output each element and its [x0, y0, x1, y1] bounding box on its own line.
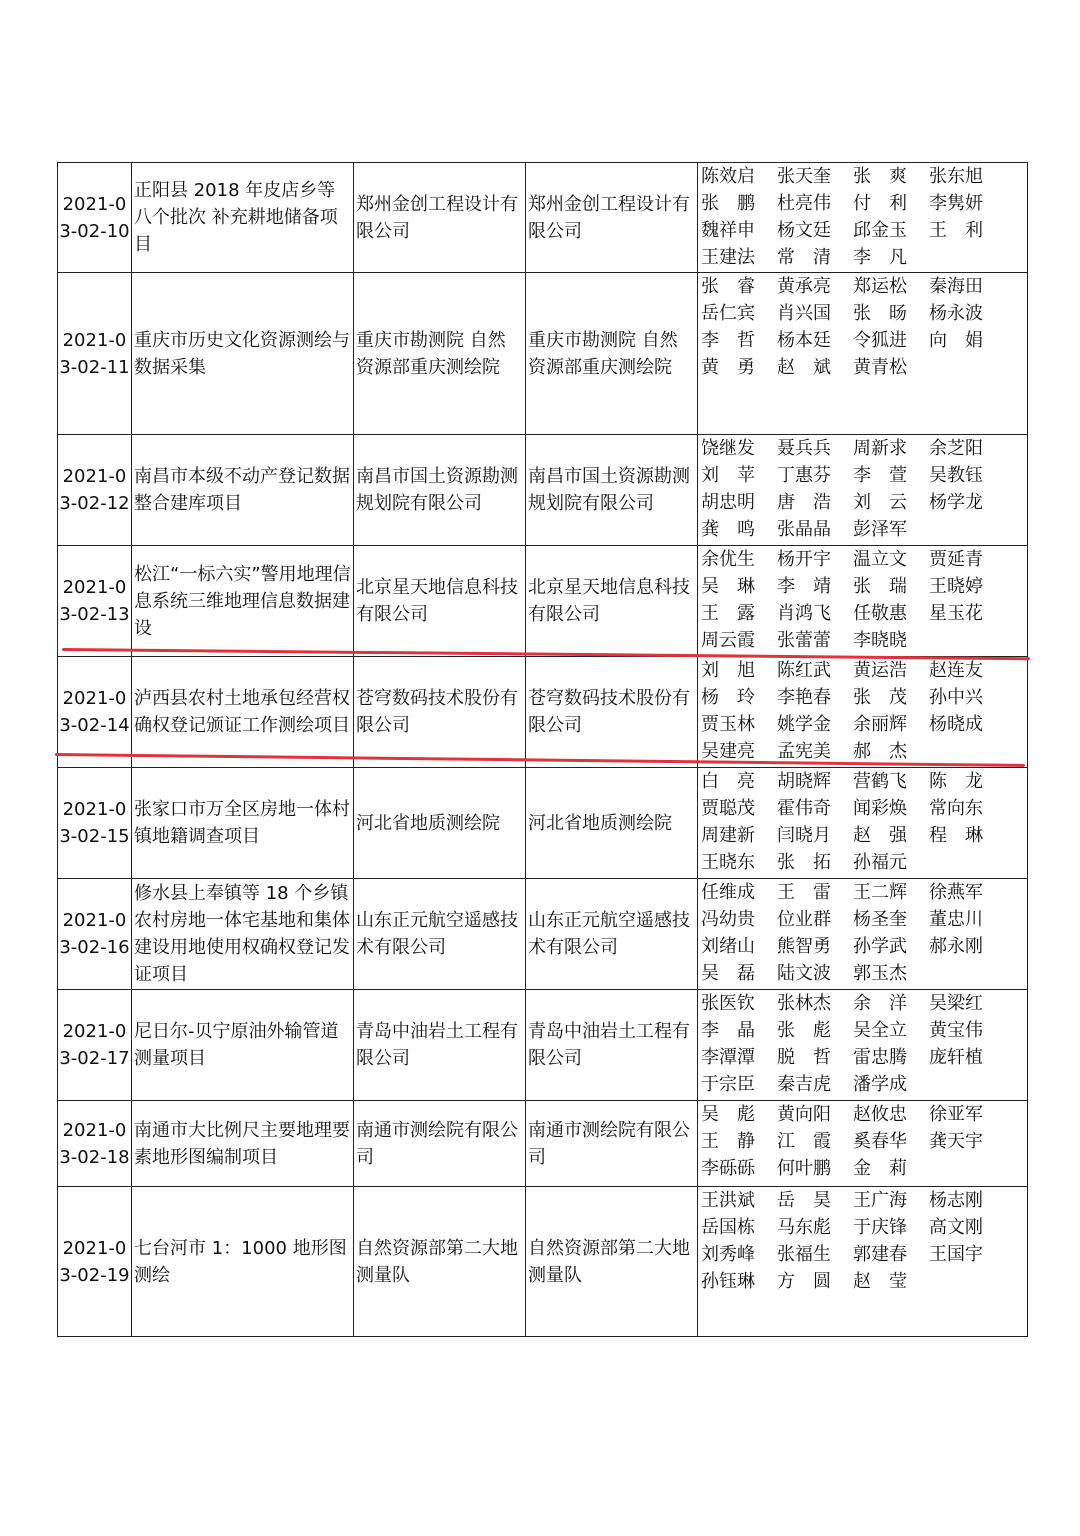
member-name: 肖兴国 [777, 303, 831, 324]
table-row [58, 435, 1028, 546]
member-name: 杨开宇 [777, 549, 831, 570]
member-name: 张 茂 [853, 687, 907, 708]
member-name: 陈效启 [701, 166, 755, 187]
members-grid [701, 1187, 1027, 1295]
code-cell: 2021-03-02-16 [58, 879, 132, 990]
members-cell [698, 273, 1028, 435]
member-name: 饶继发 [701, 438, 755, 459]
member-name: 丁惠芬 [777, 465, 831, 486]
member-name: 吴 彪 [701, 1104, 755, 1125]
member-name: 杨文廷 [777, 220, 831, 241]
undertaking-unit-cell: 北京星天地信息科技有限公司 [354, 546, 526, 657]
table-row [58, 163, 1028, 273]
members-cell [698, 657, 1028, 768]
member-name: 杜亮伟 [777, 193, 831, 214]
member-name: 杨晓成 [929, 714, 983, 735]
member-name: 刘 苹 [701, 465, 755, 486]
member-name: 令狐进 [853, 330, 907, 351]
member-name: 余芝阳 [929, 438, 983, 459]
member-name: 黄向阳 [777, 1104, 831, 1125]
undertaking-unit-cell: 自然资源部第二大地测量队 [354, 1187, 526, 1337]
member-name: 李 靖 [777, 576, 831, 597]
members-cell [698, 1187, 1028, 1337]
member-name: 张 睿 [701, 276, 755, 297]
member-name: 董忠川 [929, 909, 983, 930]
member-name: 王晓婷 [929, 576, 983, 597]
member-name: 星玉花 [929, 603, 983, 624]
member-name: 江 霞 [777, 1131, 831, 1152]
member-name: 黄青松 [853, 357, 907, 378]
member-name: 张蕾蕾 [777, 630, 831, 651]
member-name: 李 哲 [701, 330, 755, 351]
member-name: 李 凡 [853, 247, 907, 268]
member-name: 徐燕军 [929, 882, 983, 903]
code-cell: 2021-03-02-14 [58, 657, 132, 768]
member-name: 彭泽军 [853, 519, 907, 540]
member-name: 徐亚军 [929, 1104, 983, 1125]
member-name: 聂兵兵 [777, 438, 831, 459]
member-name: 秦海田 [929, 276, 983, 297]
code-cell: 2021-03-02-18 [58, 1101, 132, 1187]
member-name: 龚 鸣 [701, 519, 755, 540]
member-name: 张福生 [777, 1244, 831, 1265]
member-name: 郝永刚 [929, 936, 983, 957]
member-name: 向 娟 [929, 330, 983, 351]
project-name-cell: 张家口市万全区房地一体村镇地籍调查项目 [132, 768, 354, 879]
member-name: 杨圣奎 [853, 909, 907, 930]
member-name: 余丽辉 [853, 714, 907, 735]
member-name: 张 爽 [853, 166, 907, 187]
member-name: 王广海 [853, 1190, 907, 1211]
member-name: 杨永波 [929, 303, 983, 324]
member-name: 杨本廷 [777, 330, 831, 351]
member-name: 王洪斌 [701, 1190, 755, 1211]
member-name: 张 鹏 [701, 193, 755, 214]
member-name: 贾延青 [929, 549, 983, 570]
member-name: 吴教钰 [929, 465, 983, 486]
applicant-unit-cell: 河北省地质测绘院 [526, 768, 698, 879]
member-name: 任敬惠 [853, 603, 907, 624]
member-name: 岳仁宾 [701, 303, 755, 324]
applicant-unit-cell: 自然资源部第二大地测量队 [526, 1187, 698, 1337]
member-name: 于庆锋 [853, 1217, 907, 1238]
code-cell: 2021-03-02-17 [58, 990, 132, 1101]
member-name: 刘秀峰 [701, 1244, 755, 1265]
member-name: 吴全立 [853, 1020, 907, 1041]
member-name: 位业群 [777, 909, 831, 930]
member-name: 闫晓月 [777, 825, 831, 846]
members-grid [701, 1101, 1027, 1182]
applicant-unit-cell: 南昌市国土资源勘测规划院有限公司 [526, 435, 698, 546]
table-row [58, 546, 1028, 657]
code-cell: 2021-03-02-11 [58, 273, 132, 435]
member-name: 冯幼贵 [701, 909, 755, 930]
member-name: 杨 玲 [701, 687, 755, 708]
code-cell: 2021-03-02-19 [58, 1187, 132, 1337]
member-name: 常向东 [929, 798, 983, 819]
undertaking-unit-cell: 南昌市国土资源勘测规划院有限公司 [354, 435, 526, 546]
applicant-unit-cell: 北京星天地信息科技有限公司 [526, 546, 698, 657]
table-row [58, 879, 1028, 990]
member-name: 营鹤飞 [853, 771, 907, 792]
member-name: 孙学武 [853, 936, 907, 957]
member-name: 高文刚 [929, 1217, 983, 1238]
member-name: 李潭潭 [701, 1047, 755, 1068]
member-name: 王建法 [701, 247, 755, 268]
member-name: 付 利 [853, 193, 907, 214]
project-name-cell: 重庆市历史文化资源测绘与数据采集 [132, 273, 354, 435]
member-name: 黄宝伟 [929, 1020, 983, 1041]
members-cell [698, 435, 1028, 546]
member-name: 奚春华 [853, 1131, 907, 1152]
members-grid [701, 768, 1027, 876]
member-name: 胡晓辉 [777, 771, 831, 792]
table-row [58, 1187, 1028, 1337]
member-name: 邱金玉 [853, 220, 907, 241]
member-name: 王国宇 [929, 1244, 983, 1265]
member-name: 熊智勇 [777, 936, 831, 957]
member-name: 唐 浩 [777, 492, 831, 513]
member-name: 王 雷 [777, 882, 831, 903]
member-name: 张东旭 [929, 166, 983, 187]
member-name: 李晓晓 [853, 630, 907, 651]
member-name: 吴建亮 [701, 741, 755, 762]
member-name: 孙福元 [853, 852, 907, 873]
member-name: 张晶晶 [777, 519, 831, 540]
project-name-cell: 七台河市 1：1000 地形图测绘 [132, 1187, 354, 1337]
member-name: 于宗臣 [701, 1074, 755, 1095]
member-name: 常 清 [777, 247, 831, 268]
table-row [58, 657, 1028, 768]
member-name: 胡忠明 [701, 492, 755, 513]
member-name: 余优生 [701, 549, 755, 570]
member-name: 张天奎 [777, 166, 831, 187]
member-name: 李 萱 [853, 465, 907, 486]
member-name: 肖鸿飞 [777, 603, 831, 624]
member-name: 杨志刚 [929, 1190, 983, 1211]
table-row [58, 768, 1028, 879]
members-grid [701, 546, 1027, 654]
member-name: 赵 莹 [853, 1271, 907, 1292]
member-name: 李艳春 [777, 687, 831, 708]
member-name: 何叶鹏 [777, 1158, 831, 1179]
undertaking-unit-cell: 苍穹数码技术股份有限公司 [354, 657, 526, 768]
member-name: 孙中兴 [929, 687, 983, 708]
member-name: 赵攸忠 [853, 1104, 907, 1125]
member-name: 刘 云 [853, 492, 907, 513]
undertaking-unit-cell: 山东正元航空遥感技术有限公司 [354, 879, 526, 990]
member-name: 孟宪美 [777, 741, 831, 762]
applicant-unit-cell: 山东正元航空遥感技术有限公司 [526, 879, 698, 990]
member-name: 贾聪茂 [701, 798, 755, 819]
member-name: 郑运松 [853, 276, 907, 297]
member-name: 张 拓 [777, 852, 831, 873]
member-name: 周云霞 [701, 630, 755, 651]
member-name: 魏祥申 [701, 220, 755, 241]
member-name: 张 瑞 [853, 576, 907, 597]
award-table [57, 162, 1028, 1337]
member-name: 龚天宇 [929, 1131, 983, 1152]
member-name: 张 旸 [853, 303, 907, 324]
members-cell [698, 990, 1028, 1101]
project-name-cell: 南昌市本级不动产登记数据整合建库项目 [132, 435, 354, 546]
undertaking-unit-cell: 南通市测绘院有限公司 [354, 1101, 526, 1187]
member-name: 王二辉 [853, 882, 907, 903]
member-name: 脱 哲 [777, 1047, 831, 1068]
member-name: 温立文 [853, 549, 907, 570]
project-name-cell: 南通市大比例尺主要地理要素地形图编制项目 [132, 1101, 354, 1187]
member-name: 张林杰 [777, 993, 831, 1014]
member-name: 马东彪 [777, 1217, 831, 1238]
members-grid [701, 657, 1027, 765]
project-name-cell: 尼日尔-贝宁原油外输管道测量项目 [132, 990, 354, 1101]
member-name: 程 琳 [929, 825, 983, 846]
member-name: 杨学龙 [929, 492, 983, 513]
member-name: 张 彪 [777, 1020, 831, 1041]
member-name: 黄承亮 [777, 276, 831, 297]
member-name: 郝 杰 [853, 741, 907, 762]
members-grid [701, 435, 1027, 543]
members-cell [698, 546, 1028, 657]
member-name: 余 洋 [853, 993, 907, 1014]
member-name: 贾玉林 [701, 714, 755, 735]
table-row [58, 1101, 1028, 1187]
applicant-unit-cell: 重庆市勘测院 自然资源部重庆测绘院 [526, 273, 698, 435]
member-name: 雷忠腾 [853, 1047, 907, 1068]
member-name: 周建新 [701, 825, 755, 846]
member-name: 赵 斌 [777, 357, 831, 378]
member-name: 赵连友 [929, 660, 983, 681]
applicant-unit-cell: 郑州金创工程设计有限公司 [526, 163, 698, 273]
member-name: 岳国栋 [701, 1217, 755, 1238]
member-name: 金 莉 [853, 1158, 907, 1179]
members-grid [701, 990, 1027, 1098]
applicant-unit-cell: 南通市测绘院有限公司 [526, 1101, 698, 1187]
undertaking-unit-cell: 河北省地质测绘院 [354, 768, 526, 879]
members-grid [701, 273, 1027, 381]
applicant-unit-cell: 青岛中油岩土工程有限公司 [526, 990, 698, 1101]
member-name: 方 圆 [777, 1271, 831, 1292]
member-name: 刘绪山 [701, 936, 755, 957]
project-name-cell: 松江“一标六实”警用地理信息系统三维地理信息数据建设 [132, 546, 354, 657]
member-name: 黄 勇 [701, 357, 755, 378]
applicant-unit-cell: 苍穹数码技术股份有限公司 [526, 657, 698, 768]
member-name: 张医钦 [701, 993, 755, 1014]
undertaking-unit-cell: 郑州金创工程设计有限公司 [354, 163, 526, 273]
members-cell [698, 163, 1028, 273]
member-name: 陆文波 [777, 963, 831, 984]
member-name: 郭建春 [853, 1244, 907, 1265]
members-grid [701, 879, 1027, 987]
code-cell: 2021-03-02-10 [58, 163, 132, 273]
member-name: 吴 磊 [701, 963, 755, 984]
member-name: 吴梁红 [929, 993, 983, 1014]
table-row [58, 990, 1028, 1101]
member-name: 王 露 [701, 603, 755, 624]
member-name: 闻彩焕 [853, 798, 907, 819]
member-name: 李隽妍 [929, 193, 983, 214]
member-name: 姚学金 [777, 714, 831, 735]
project-name-cell: 泸西县农村土地承包经营权确权登记颁证工作测绘项目 [132, 657, 354, 768]
code-cell: 2021-03-02-15 [58, 768, 132, 879]
member-name: 孙钰琳 [701, 1271, 755, 1292]
member-name: 潘学成 [853, 1074, 907, 1095]
member-name: 刘 旭 [701, 660, 755, 681]
undertaking-unit-cell: 重庆市勘测院 自然资源部重庆测绘院 [354, 273, 526, 435]
member-name: 岳 昊 [777, 1190, 831, 1211]
member-name: 李砾砾 [701, 1158, 755, 1179]
member-name: 庞轩植 [929, 1047, 983, 1068]
member-name: 白 亮 [701, 771, 755, 792]
members-cell [698, 879, 1028, 990]
table-row [58, 273, 1028, 435]
members-cell [698, 768, 1028, 879]
members-cell [698, 1101, 1028, 1187]
code-cell: 2021-03-02-12 [58, 435, 132, 546]
member-name: 黄运浩 [853, 660, 907, 681]
member-name: 李 晶 [701, 1020, 755, 1041]
members-grid [701, 163, 1027, 271]
member-name: 王 利 [929, 220, 983, 241]
project-name-cell: 正阳县 2018 年皮店乡等八个批次 补充耕地储备项目 [132, 163, 354, 273]
member-name: 陈红武 [777, 660, 831, 681]
member-name: 任维成 [701, 882, 755, 903]
member-name: 郭玉杰 [853, 963, 907, 984]
member-name: 秦吉虎 [777, 1074, 831, 1095]
member-name: 吴 琳 [701, 576, 755, 597]
member-name: 赵 强 [853, 825, 907, 846]
member-name: 王 静 [701, 1131, 755, 1152]
code-cell: 2021-03-02-13 [58, 546, 132, 657]
project-name-cell: 修水县上奉镇等 18 个乡镇农村房地一体宅基地和集体建设用地使用权确权登记发证项目 [132, 879, 354, 990]
member-name: 陈 龙 [929, 771, 983, 792]
undertaking-unit-cell: 青岛中油岩土工程有限公司 [354, 990, 526, 1101]
member-name: 霍伟奇 [777, 798, 831, 819]
member-name: 周新求 [853, 438, 907, 459]
member-name: 王晓东 [701, 852, 755, 873]
